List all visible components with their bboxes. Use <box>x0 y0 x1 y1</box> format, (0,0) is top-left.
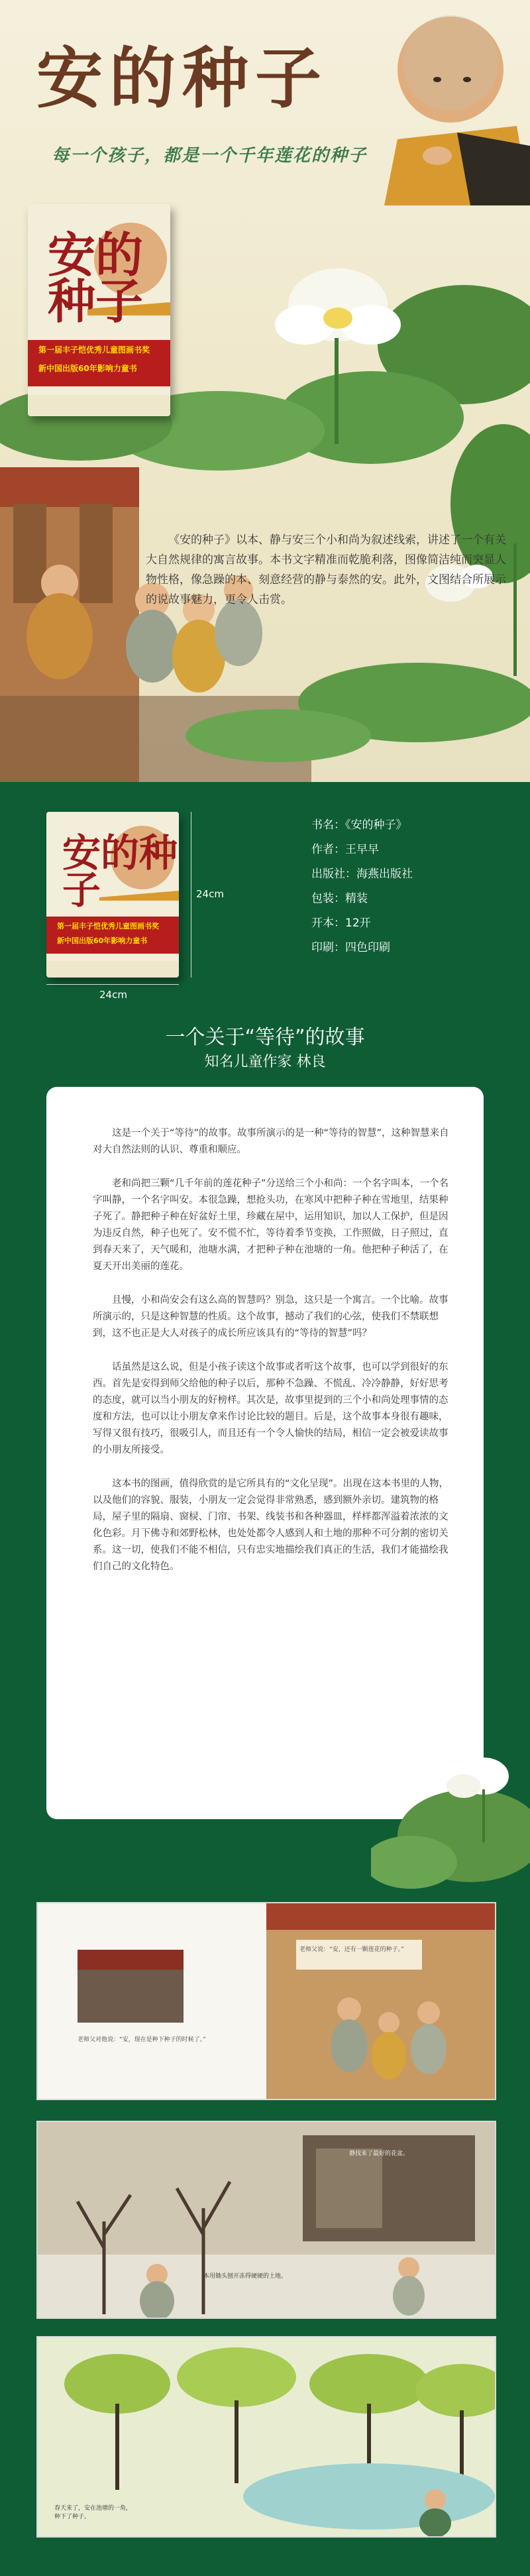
essay-paragraph: 老和尚把三颗“几千年前的莲花种子”分送给三个小和尚：一个名字叫本，一个名字叫静，一个名字叫安。本很急躁，想抢头功，在寒风中把种子种在雪地里，结果种子死了。静把种子种在好盆好土里，珍藏在屋中，运用知识，加以人工保护，但是因为违反自然，种子也死了。安不慌不忙，等待着季节变换，工作照做，日子照过，直到春天来了，天气暖和，池塘水满，才把种子种在池塘的一角。他把种子种活了，在夏天开出美丽的莲花。 <box>93 1178 449 1272</box>
info-row-binding: 包装：精装 <box>311 892 368 905</box>
cover-title: 安的种子 <box>48 227 144 329</box>
essay-paragraph: 这是一个关于“等待”的故事。故事所演示的是一种“等待的智慧”，这种智慧来自对大自然法则的认识、尊重和顺应。 <box>93 1128 449 1155</box>
book-info-list <box>311 815 413 954</box>
spread-2-caption-left: 本用锄头刨开冻得硬硬的土地。 <box>203 2273 288 2280</box>
section-title: 一个关于“等待”的故事 <box>165 1026 365 1049</box>
book-cover-hero <box>28 204 170 416</box>
book-info-section <box>0 782 530 1007</box>
hero-tagline: 每一个孩子，都是一个千年莲花的种子 <box>52 146 368 166</box>
height-dimension-label: 24cm <box>196 888 224 900</box>
spread-2-caption-right: 静找来了最好的花盆。 <box>349 2151 409 2157</box>
info-row-author: 作者：王早早 <box>311 843 379 856</box>
essay-text <box>93 1125 450 1593</box>
essay-paragraph: 且慢，小和尚安会有这么高的智慧吗？别急，这只是一个寓言。一个比喻。故事所演示的，只是这种智慧的性质。这个故事，撼动了我们的心弦，使我们不禁联想到，这不也正是大人对孩子的成长所应该具有的“等待的智慧”吗？ <box>93 1295 449 1339</box>
book-spread-3 <box>36 2336 496 2538</box>
award-line-1: 第一届丰子恺优秀儿童图画书奖 <box>38 345 150 355</box>
monk-illustration <box>358 7 530 205</box>
spread-1-caption-left: 老师父对他说：“安，现在是种下种子的时候了。” <box>78 2037 206 2043</box>
spread-3-caption: 春天来了，安在池塘的一角，种下了种子。 <box>54 2505 132 2520</box>
essay-card <box>46 1087 484 1819</box>
essay-paragraph: 话虽然是这么说，但是小孩子读这个故事或者听这个故事，也可以学到很好的东西。首先是安得到师父给他的种子以后，那种不急躁、不慌乱、冷冷静静，好好思考的态度，就可以当小朋友的好榜样。其次是，故事里提到的三个小和尚处理事情的态度和方法，也可以让小朋友拿来作讨论比较的题目。后是，这个故事本身很有趣味，写得又很有技巧，很吸引人，而且还有一个令人愉快的结局，相信一定会被爱读故事的小朋友所接受。 <box>93 1362 449 1455</box>
section-author: 知名儿童作家 林良 <box>204 1054 326 1070</box>
award-line-2: 新中国出版60年影响力童书 <box>38 364 137 373</box>
spread-2-illustration <box>38 2122 495 2318</box>
book-cover-info <box>46 812 179 978</box>
hero-title: 安的种子 <box>36 39 328 117</box>
lotus-decoration <box>371 1723 530 1895</box>
award-line-1-small: 第一届丰子恺优秀儿童图画书奖 <box>57 922 159 930</box>
cover-award-banner <box>28 340 170 386</box>
book-spread-1 <box>36 1902 496 2100</box>
hero-banner <box>0 0 530 782</box>
info-row-format: 开本：12开 <box>311 917 371 930</box>
cover-title-small: 安的种子 <box>62 830 178 913</box>
book-introduction: 《安的种子》以本、静与安三个小和尚为叙述线索，讲述了一个有关大自然规律的寓言故事。本书文字精准而乾脆利落，图像简洁纯而突显人物性格，像急躁的本、刻意经营的静与泰然的安。此外，文图结合所展示的说故事魅力，更令人击赏。 <box>146 533 506 606</box>
info-row-printing: 印刷：四色印刷 <box>311 941 390 954</box>
info-row-publisher: 出版社：海燕出版社 <box>311 868 413 881</box>
spread-1-caption-right: 老师父说：“安，还有一颗莲花的种子。” <box>299 1946 404 1953</box>
book-spread-2 <box>36 2121 496 2319</box>
info-row-title: 书名：《安的种子》 <box>311 818 407 832</box>
width-dimension-line <box>46 984 179 985</box>
spread-1-illustration <box>38 1903 495 2099</box>
award-line-2-small: 新中国出版60年影响力童书 <box>57 936 148 945</box>
width-dimension-label: 24cm <box>99 989 127 1001</box>
essay-paragraph: 这本书的图画，值得欣赏的是它所具有的“文化呈现”。出现在这本书里的人物，以及他们的容貌、服装，小朋友一定会觉得非常熟悉，感到额外亲切。建筑物的格局，屋子里的隔扇、窗棂、门帘、书架、线装书和各种器皿，样样都浑溢着浓浓的文化色彩。月下佛寺和郊野松林，也处处都令人感到人和土地的那种不可分割的密切关系。这一切，使我们不能不相信，只有忠实地描绘我们真正的生活，我们才能描绘我们自己的文化特色。 <box>93 1479 449 1572</box>
